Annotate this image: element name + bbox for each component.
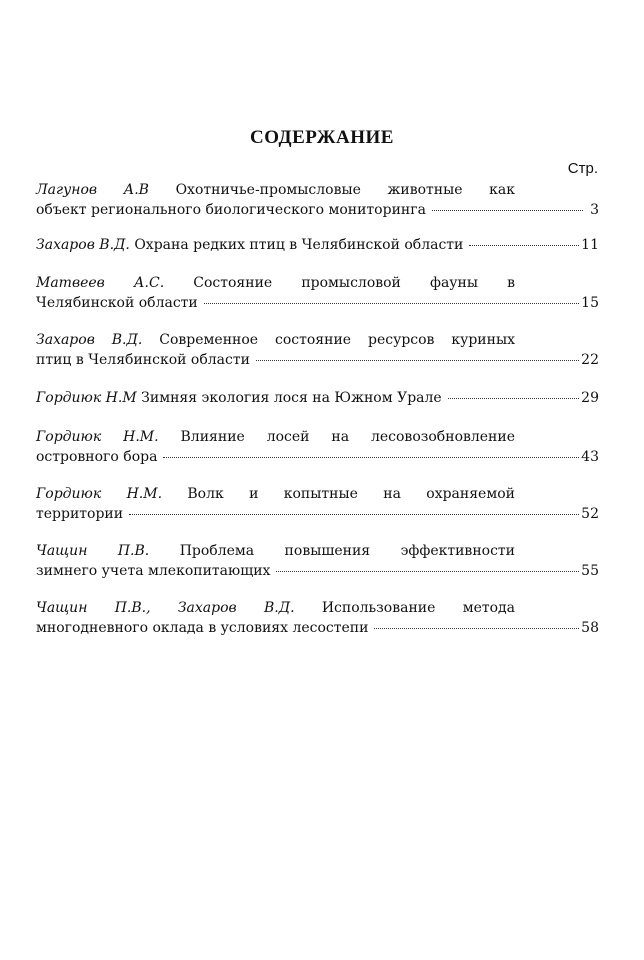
entry-page-number: 43 <box>581 449 599 465</box>
entry-title-line2: территории <box>36 506 124 522</box>
dot-leader <box>129 514 579 515</box>
entry-author: Гордиюк Н.М <box>36 390 137 406</box>
entry-author: Лагунов А.В <box>36 182 149 198</box>
toc-entry[interactable] <box>36 330 599 370</box>
page-column-label: Стр. <box>567 160 598 177</box>
entry-author: Чащин П.В. <box>36 543 150 559</box>
entry-page-number: 52 <box>581 506 599 522</box>
entry-author: Захаров В.Д. <box>36 237 130 253</box>
toc-entry[interactable] <box>36 180 599 220</box>
entry-title-line2: островного бора <box>36 449 158 465</box>
entry-title: Охрана редких птиц в Челябинской области <box>134 237 464 253</box>
page-title: СОДЕРЖАНИЕ <box>250 127 394 148</box>
entry-title-line2: Челябинской области <box>36 295 198 311</box>
dot-leader <box>256 360 579 361</box>
dot-leader <box>448 398 579 399</box>
entry-page-number: 3 <box>590 202 599 218</box>
entry-title-line1: Современное состояние ресурсов куриных <box>159 332 515 348</box>
entry-title-line2: объект регионального биологического мониторинга <box>36 202 426 218</box>
entry-title-line2: многодневного оклада в условиях лесостепи <box>36 620 369 636</box>
entry-author: Гордиюк Н.М. <box>36 429 159 445</box>
entry-title: Зимняя экология лося на Южном Урале <box>141 390 442 406</box>
entry-author: Захаров В.Д. <box>36 332 143 348</box>
toc-entry[interactable] <box>36 598 599 638</box>
dot-leader <box>374 628 579 629</box>
dot-leader <box>163 457 579 458</box>
entry-page-number: 55 <box>581 563 599 579</box>
dot-leader <box>276 571 579 572</box>
dot-leader <box>469 245 579 246</box>
entry-author: Матвеев А.С. <box>36 275 165 291</box>
entry-page-number: 22 <box>581 352 599 368</box>
toc-entry[interactable] <box>36 484 599 524</box>
entry-title-line1: Охотничье-промысловые животные как <box>175 182 515 198</box>
entry-title-line1: Проблема повышения эффективности <box>179 543 515 559</box>
entry-page-number: 11 <box>581 237 599 253</box>
entry-author: Гордиюк Н.М. <box>36 486 163 502</box>
toc-entry[interactable] <box>36 388 599 408</box>
entry-title-line1: Волк и копытные на охраняемой <box>187 486 515 502</box>
entry-page-number: 15 <box>581 295 599 311</box>
entry-title-line2: зимнего учета млекопитающих <box>36 563 271 579</box>
toc-entry[interactable] <box>36 235 599 255</box>
entry-title-line1: Использование метода <box>321 600 516 616</box>
entry-page-number: 29 <box>581 390 599 406</box>
entry-title-line1: Влияние лосей на лесовозобновление <box>180 429 516 445</box>
dot-leader <box>204 303 579 304</box>
entry-page-number: 58 <box>581 620 599 636</box>
toc-entry[interactable] <box>36 541 599 581</box>
entry-title-line1: Состояние промысловой фауны в <box>193 275 516 291</box>
toc-entry[interactable] <box>36 427 599 467</box>
toc-entry[interactable] <box>36 273 599 313</box>
entry-author: Чащин П.В., Захаров В.Д. <box>36 600 295 616</box>
entry-title-line2: птиц в Челябинской области <box>36 352 250 368</box>
dot-leader <box>432 210 583 211</box>
